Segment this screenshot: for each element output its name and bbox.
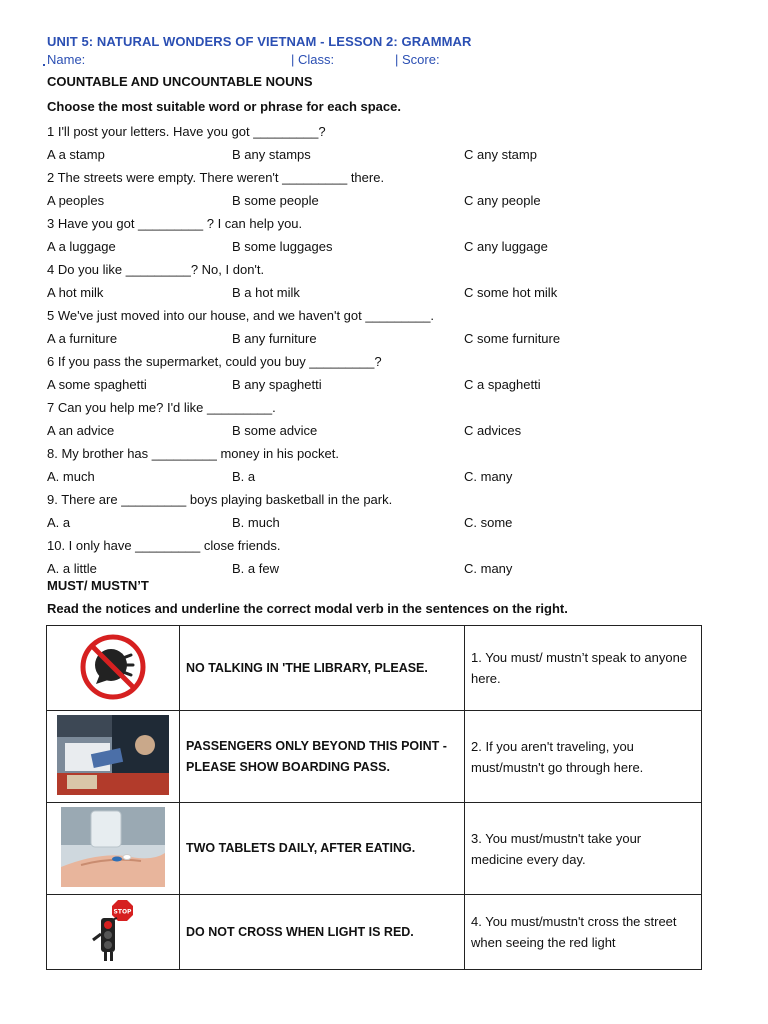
class-label: | Class: xyxy=(291,52,335,67)
boarding-pass-photo xyxy=(57,715,169,795)
option-c: C. some xyxy=(464,515,513,530)
option-c: C some hot milk xyxy=(464,285,558,300)
tablets-photo xyxy=(61,807,165,887)
option-b: B any stamps xyxy=(232,147,311,162)
option-c: C. many xyxy=(464,561,513,576)
option-c: C a spaghetti xyxy=(464,377,541,392)
question-text: 10. I only have _________ close friends. xyxy=(47,538,281,553)
option-a: A a furniture xyxy=(47,331,118,346)
notice-text: NO TALKING IN 'THE LIBRARY, PLEASE. xyxy=(180,626,465,711)
stray-dot xyxy=(43,64,45,66)
worksheet-title: UNIT 5: NATURAL WONDERS OF VIETNAM - LESSON 2: GRAMMAR xyxy=(47,34,472,49)
option-b: B. much xyxy=(232,515,280,530)
stop-sign-text: STOP xyxy=(113,908,132,915)
question-text: 3 Have you got _________ ? I can help you. xyxy=(47,216,303,231)
option-c: C any people xyxy=(464,193,541,208)
question-text: 4 Do you like _________? No, I don't. xyxy=(47,262,265,277)
picture-cell xyxy=(47,895,180,970)
question-text: 2 The streets were empty. There weren't _________ there. xyxy=(47,170,385,185)
option-c: C some furniture xyxy=(464,331,561,346)
option-b: B any spaghetti xyxy=(232,377,322,392)
section1-instruction: Choose the most suitable word or phrase for each space. xyxy=(47,99,401,114)
question-text: 6 If you pass the supermarket, could you buy _________? xyxy=(47,354,382,369)
option-a: A hot milk xyxy=(47,285,104,300)
table-row xyxy=(47,711,702,803)
option-b: B. a few xyxy=(232,561,279,576)
notice-text: TWO TABLETS DAILY, AFTER EATING. xyxy=(180,803,465,895)
option-b: B any furniture xyxy=(232,331,317,346)
option-a: A. a xyxy=(47,515,71,530)
notice-text: PASSENGERS ONLY BEYOND THIS POINT - PLEASE SHOW BOARDING PASS. xyxy=(180,711,465,803)
section2-instruction: Read the notices and underline the correct modal verb in the sentences on the right. xyxy=(47,601,568,616)
option-b: B. a xyxy=(232,469,256,484)
question-text: 5 We've just moved into our house, and we haven't got _________. xyxy=(47,308,435,323)
picture-cell xyxy=(47,711,180,803)
option-c: C advices xyxy=(464,423,522,438)
option-c: C any stamp xyxy=(464,147,537,162)
table-row xyxy=(47,803,702,895)
section2-title: MUST/ MUSTN’T xyxy=(47,578,149,593)
section1-title: COUNTABLE AND UNCOUNTABLE NOUNS xyxy=(47,74,313,89)
option-a: A. a little xyxy=(47,561,97,576)
name-label: Name: xyxy=(47,52,86,67)
notice-text: DO NOT CROSS WHEN LIGHT IS RED. xyxy=(180,895,465,970)
question-text: 1 I'll post your letters. Have you got _________? xyxy=(47,124,326,139)
option-a: A. much xyxy=(47,469,95,484)
option-a: A peoples xyxy=(47,193,105,208)
sentence-text: 4. You must/mustn't cross the street when seeing the red light xyxy=(465,895,702,970)
table-row xyxy=(47,626,702,711)
picture-cell xyxy=(47,626,180,711)
option-a: A a stamp xyxy=(47,147,105,162)
no-talking-icon xyxy=(78,634,148,700)
score-label: | Score: xyxy=(395,52,440,67)
option-b: B some luggages xyxy=(232,239,333,254)
picture-cell xyxy=(47,803,180,895)
option-c: C. many xyxy=(464,469,513,484)
notices-table xyxy=(46,625,702,970)
sentence-text: 3. You must/mustn't take your medicine every day. xyxy=(465,803,702,895)
sentence-text: 1. You must/ mustn’t speak to anyone here. xyxy=(465,626,702,711)
option-a: A some spaghetti xyxy=(47,377,147,392)
traffic-light-stop-icon xyxy=(83,898,143,964)
option-a: A a luggage xyxy=(47,239,116,254)
option-b: B a hot milk xyxy=(232,285,300,300)
option-c: C any luggage xyxy=(464,239,548,254)
question-text: 8. My brother has _________ money in his pocket. xyxy=(47,446,339,461)
option-a: A an advice xyxy=(47,423,115,438)
student-info-row xyxy=(47,52,747,68)
sentence-text: 2. If you aren't traveling, you must/mustn't go through here. xyxy=(465,711,702,803)
table-row xyxy=(47,895,702,970)
question-text: 7 Can you help me? I'd like _________. xyxy=(47,400,276,415)
option-b: B some advice xyxy=(232,423,318,438)
question-text: 9. There are _________ boys playing basketball in the park. xyxy=(47,492,393,507)
option-b: B some people xyxy=(232,193,319,208)
